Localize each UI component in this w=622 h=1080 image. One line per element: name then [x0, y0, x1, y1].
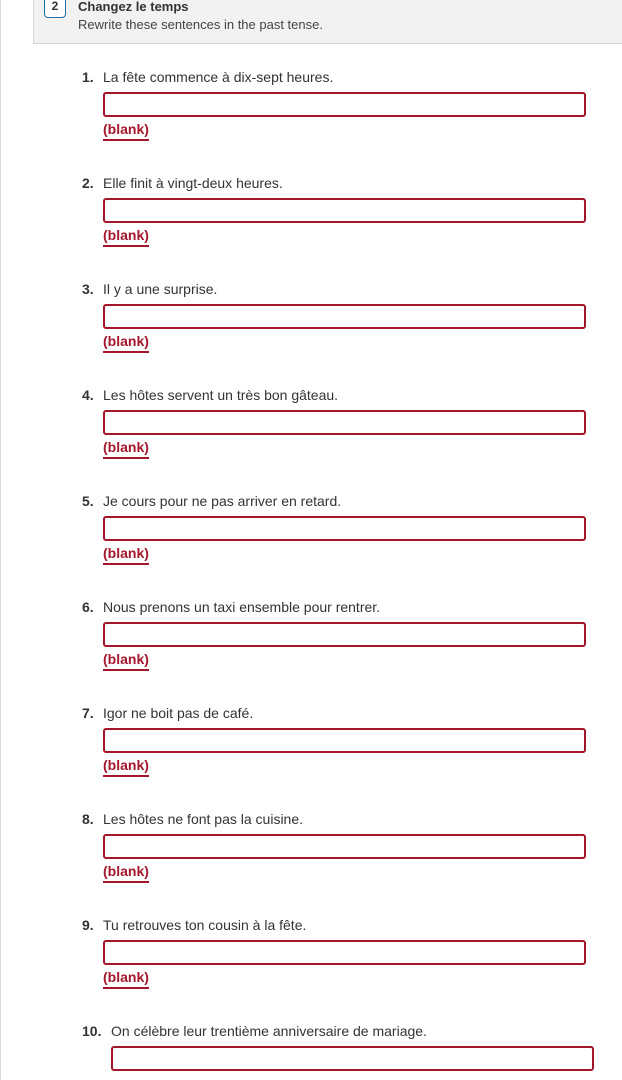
question-number: 7. [82, 705, 94, 721]
question-number: 10. [82, 1023, 102, 1039]
section-title: Changez le temps [78, 0, 189, 14]
answer-input[interactable] [103, 92, 586, 117]
blank-feedback-label: (blank) [103, 863, 149, 883]
question-number: 4. [82, 387, 94, 403]
question-prompt: Tu retrouves ton cousin à la fête. [103, 917, 307, 933]
section-instructions: Rewrite these sentences in the past tense. [78, 17, 323, 32]
question-prompt: Il y a une surprise. [103, 281, 218, 297]
question-prompt: Igor ne boit pas de café. [103, 705, 254, 721]
blank-feedback-label: (blank) [103, 969, 149, 989]
question-number: 1. [82, 69, 94, 85]
question-prompt: Les hôtes servent un très bon gâteau. [103, 387, 339, 403]
answer-input[interactable] [103, 940, 586, 965]
blank-feedback-label: (blank) [103, 545, 149, 565]
question-prompt: Je cours pour ne pas arriver en retard. [103, 493, 342, 509]
answer-input[interactable] [103, 304, 586, 329]
section-number-badge: 2 [44, 0, 66, 18]
blank-feedback-label: (blank) [103, 439, 149, 459]
answer-input[interactable] [103, 622, 586, 647]
question-prompt: Elle finit à vingt-deux heures. [103, 175, 283, 191]
question-number: 9. [82, 917, 94, 933]
section-header [33, 0, 622, 44]
question-prompt: La fête commence à dix-sept heures. [103, 69, 334, 85]
question-number: 6. [82, 599, 94, 615]
blank-feedback-label: (blank) [103, 757, 149, 777]
blank-feedback-label: (blank) [103, 333, 149, 353]
question-number: 5. [82, 493, 94, 509]
answer-input[interactable] [103, 198, 586, 223]
answer-input[interactable] [103, 834, 586, 859]
question-prompt: On célèbre leur trentième anniversaire de mariage. [111, 1023, 427, 1039]
answer-input[interactable] [111, 1046, 594, 1071]
answer-input[interactable] [103, 728, 586, 753]
question-prompt: Les hôtes ne font pas la cuisine. [103, 811, 304, 827]
blank-feedback-label: (blank) [103, 121, 149, 141]
blank-feedback-label: (blank) [103, 227, 149, 247]
answer-input[interactable] [103, 516, 586, 541]
question-number: 3. [82, 281, 94, 297]
page-left-border [0, 0, 1, 1080]
answer-input[interactable] [103, 410, 586, 435]
question-prompt: Nous prenons un taxi ensemble pour rentrer. [103, 599, 381, 615]
question-number: 8. [82, 811, 94, 827]
blank-feedback-label: (blank) [103, 651, 149, 671]
question-number: 2. [82, 175, 94, 191]
